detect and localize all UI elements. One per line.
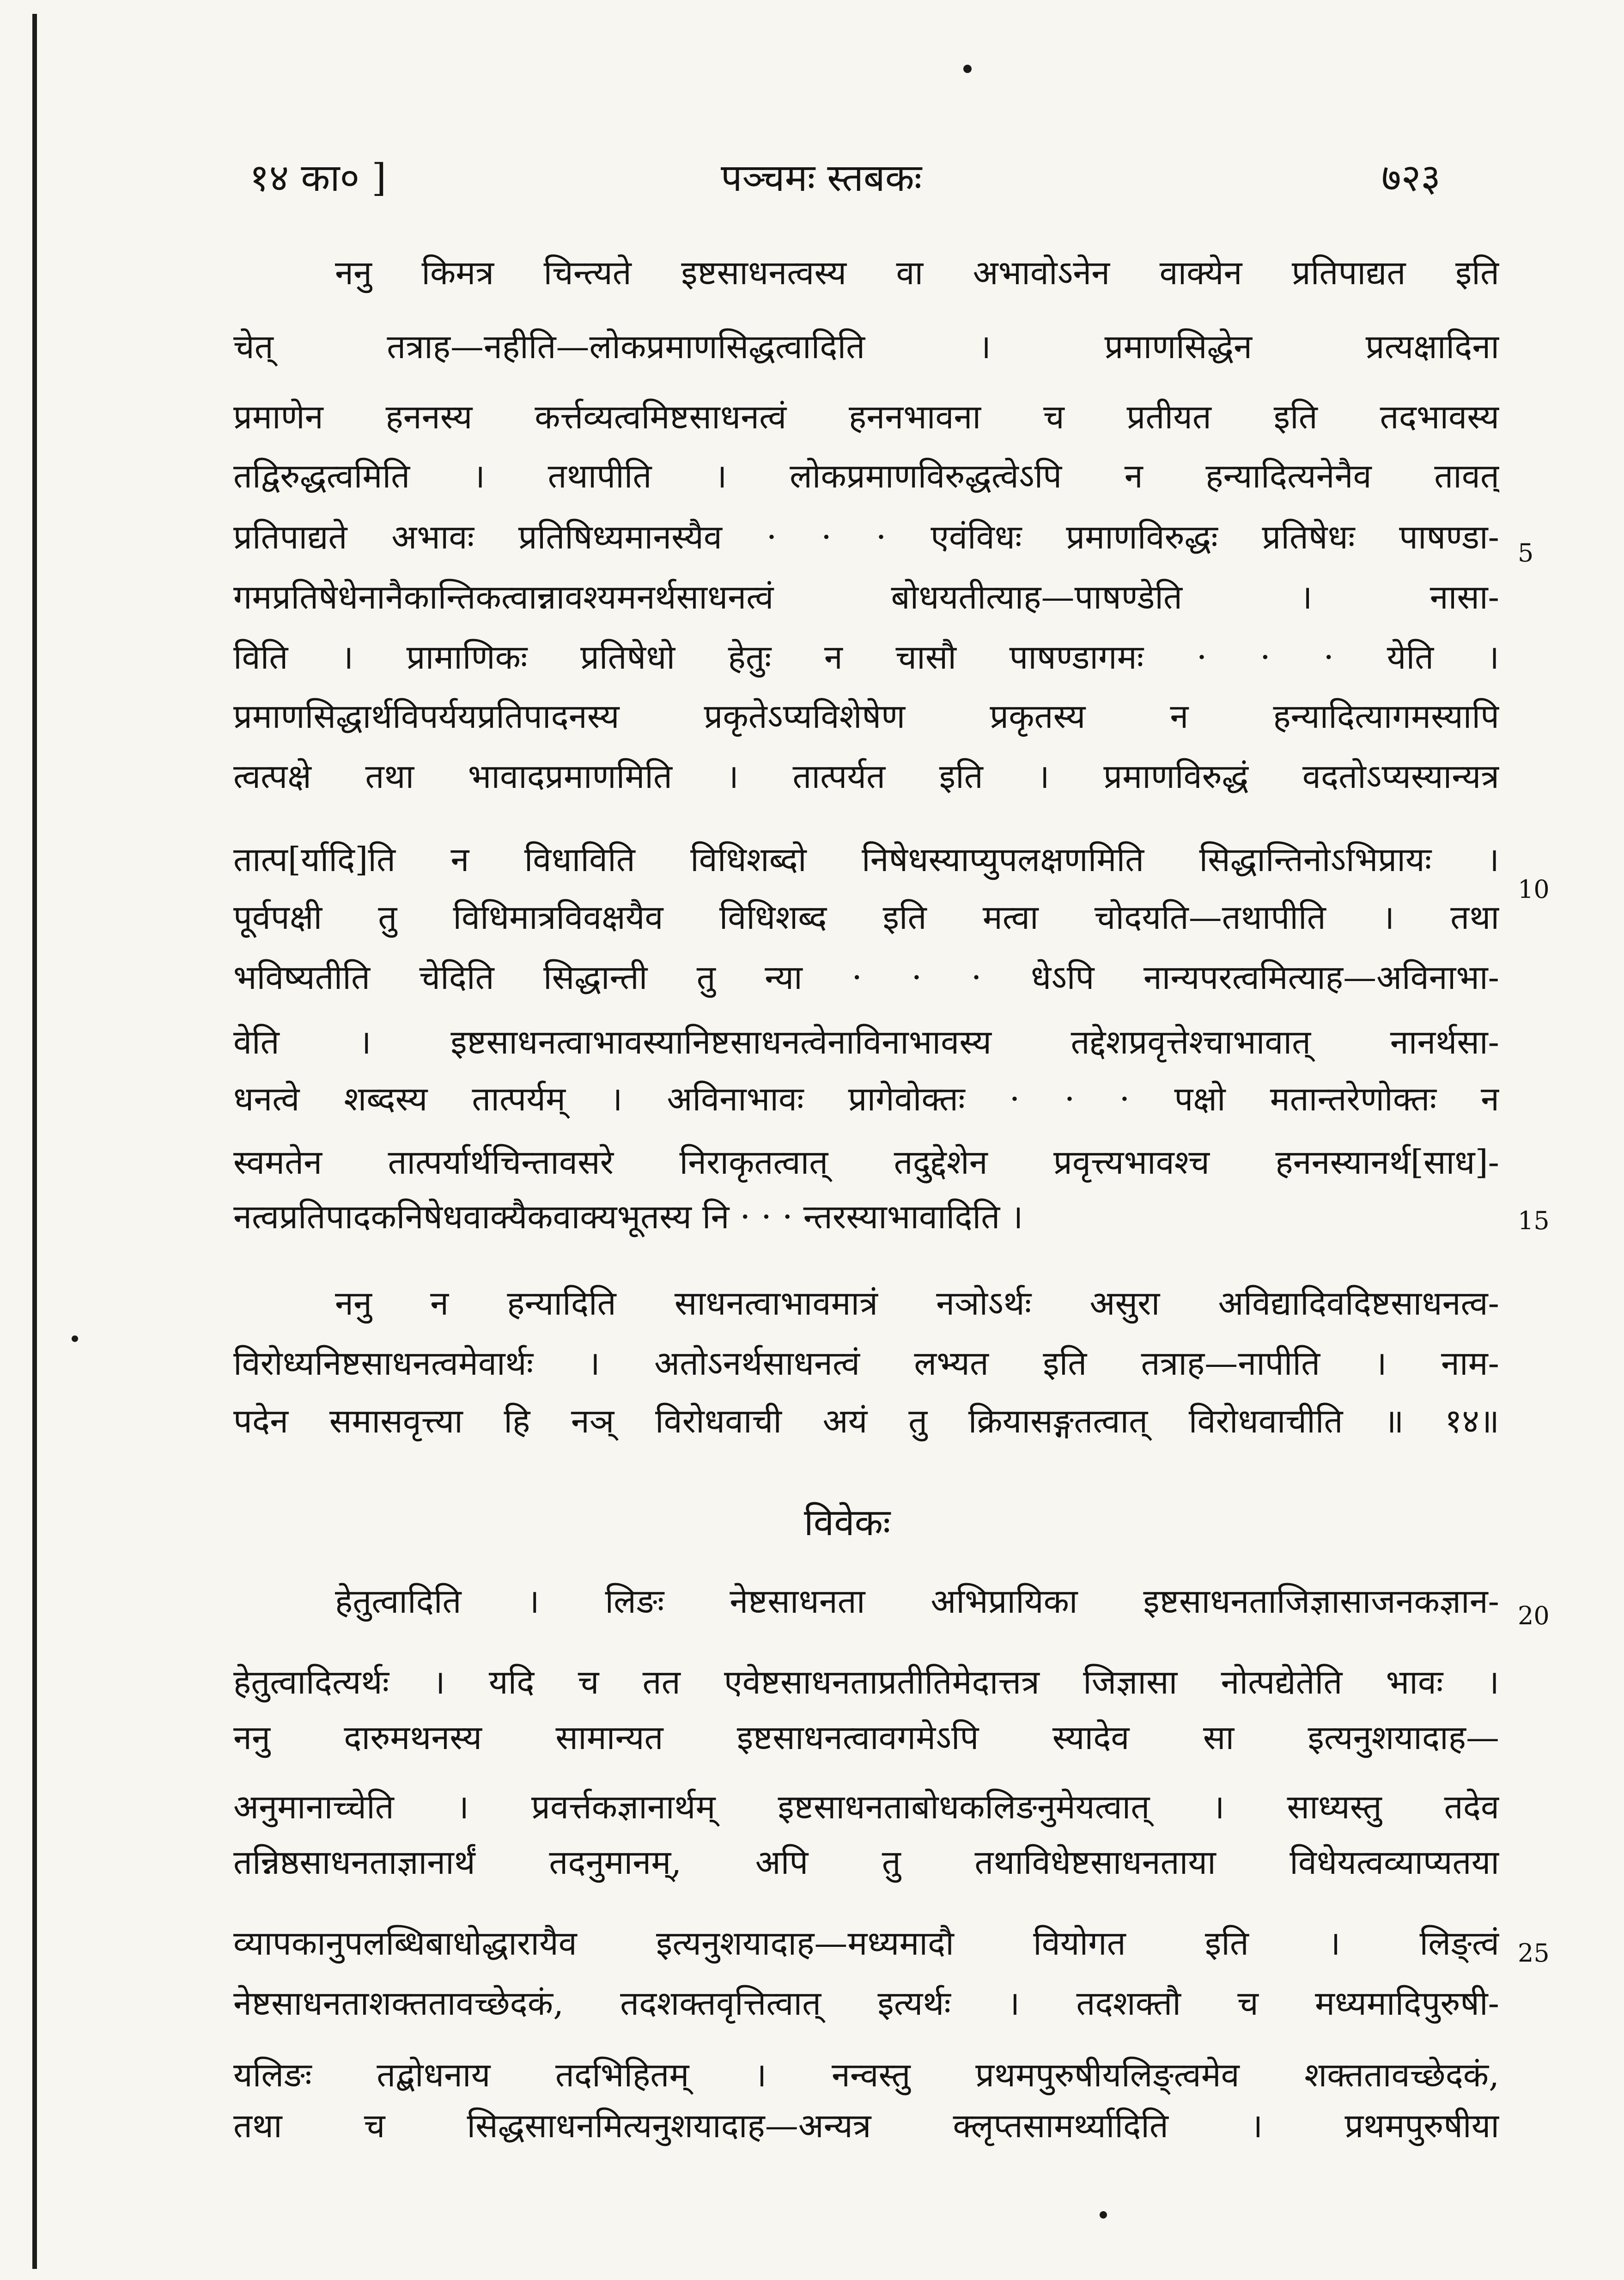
line-number: 25: [1518, 1939, 1550, 1968]
line-number: 10: [1518, 875, 1550, 904]
commentary-line: नत्वप्रतिपादकनिषेधवाक्यैकवाक्यभूतस्य नि · · · न्तरस्याभावादिति ।: [233, 1197, 1023, 1236]
header-chapter-ref: १४ का० ]: [249, 156, 387, 200]
commentary-line: भविष्यतीति चेदिति सिद्धान्ती तु न्या · · · धेऽपि नान्यपरत्वमित्याह—अविनाभा-: [233, 958, 1499, 997]
commentary-line: पदेन समासवृत्त्या हि नञ् विरोधवाची अयं तु क्रियासङ्गतत्वात् विरोधवाचीति ॥ १४॥: [233, 1402, 1499, 1440]
commentary-line: वेति । इष्टसाधनत्वाभावस्यानिष्टसाधनत्वेनाविनाभावस्य तद्देशप्रवृत्तेश्चाभावात् नानर्थसा-: [233, 1023, 1499, 1061]
commentary-line: प्रमाणेन हननस्य कर्त्तव्यत्वमिष्टसाधनत्वं हननभावना च प्रतीयत इति तदभावस्य: [233, 397, 1499, 436]
commentary-line: ननु न हन्यादिति साधनत्वाभावमात्रं नञोऽर्थः असुरा अविद्यादिवदिष्टसाधनत्व-: [335, 1284, 1499, 1323]
commentary-line: तद्विरुद्धत्वमिति । तथापीति । लोकप्रमाणविरुद्धत्वेऽपि न हन्यादित्यनेनैव तावत्: [233, 457, 1499, 495]
commentary-line: पूर्वपक्षी तु विधिमात्रविवक्षयैव विधिशब्द इति मत्वा चोदयति—तथापीति । तथा: [233, 898, 1499, 937]
line-number: 15: [1518, 1206, 1550, 1235]
page-binding-edge: [32, 14, 37, 2269]
viveka-line: हेतुत्वादित्यर्थः । यदि च तत एवेष्टसाधनताप्रतीतिमेदात्तत्र जिज्ञासा नोत्पद्येतेति भावः ।: [233, 1663, 1499, 1701]
commentary-line: विरोध्यनिष्टसाधनत्वमेवार्थः । अतोऽनर्थसाधनत्वं लभ्यत इति तत्राह—नापीति । नाम-: [233, 1344, 1499, 1383]
commentary-line: ननु किमत्र चिन्त्यते इष्टसाधनत्वस्य वा अभावोऽनेन वाक्येन प्रतिपाद्यत इति: [335, 253, 1499, 292]
viveka-line: यलिङः तद्बोधनाय तदभिहितम् । नन्वस्तु प्रथमपुरुषीयलिङ्त्वमेव शक्ततावच्छेदकं,: [233, 2055, 1499, 2094]
commentary-line: प्रतिपाद्यते अभावः प्रतिषिध्यमानस्यैव · · · एवंविधः प्रमाणविरुद्धः प्रतिषेधः पाषण्डा-: [233, 518, 1499, 556]
commentary-line: चेत् तत्राह—नहीति—लोकप्रमाणसिद्धत्वादिति । प्रमाणसिद्धेन प्रत्यक्षादिना: [233, 327, 1499, 366]
viveka-line: तथा च सिद्धसाधनमित्यनुशयादाह—अन्यत्र क्लृप्तसामर्थ्यादिति । प्रथमपुरुषीया: [233, 2106, 1499, 2145]
commentary-line: प्रमाणसिद्धार्थविपर्ययप्रतिपादनस्य प्रकृतेऽप्यविशेषेण प्रकृतस्य न हन्यादित्यागमस्यापि: [233, 697, 1499, 736]
viveka-line: हेतुत्वादिति । लिङः नेष्टसाधनता अभिप्रायिका इष्टसाधनताजिज्ञासाजनकज्ञान-: [335, 1582, 1499, 1621]
ink-speck: [1100, 2211, 1107, 2219]
viveka-line: ननु दारुमथनस्य सामान्यत इष्टसाधनत्वावगमेऽपि स्यादेव सा इत्यनुशयादाह—: [233, 1718, 1499, 1757]
viveka-line: व्यापकानुपलब्धिबाधोद्धारायैव इत्यनुशयादाह—मध्यमादौ वियोगत इति । लिङ्त्वं: [233, 1924, 1499, 1963]
line-number: 5: [1518, 538, 1534, 567]
commentary-line: गमप्रतिषेधेनानैकान्तिकत्वान्नावश्यमनर्थसाधनत्वं बोधयतीत्याह—पाषण्डेति । नासा-: [233, 578, 1499, 616]
commentary-line: स्वमतेन तात्पर्यार्थचिन्तावसरे निराकृतत्वात् तदुद्देशेन प्रवृत्त्यभावश्च हननस्यानर्थ[साध]-: [233, 1143, 1499, 1182]
commentary-line: तात्प[र्यादि]ति न विधाविति विधिशब्दो निषेधस्याप्युपलक्षणमिति सिद्धान्तिनोऽभिप्रायः ।: [233, 840, 1499, 879]
viveka-line: तन्निष्ठसाधनताज्ञानार्थं तदनुमानम्, अपि तु तथाविधेष्टसाधनताया विधेयत्वव्याप्यतया: [233, 1843, 1499, 1882]
line-number: 20: [1518, 1601, 1550, 1630]
ink-speck: [963, 65, 972, 73]
ink-speck: [72, 1335, 78, 1342]
page-number: ७२३: [1381, 156, 1441, 200]
commentary-line: त्वत्पक्षे तथा भावादप्रमाणमिति । तात्पर्यत इति । प्रमाणविरुद्धं वदतोऽप्यस्यान्यत्र: [233, 757, 1499, 796]
commentary-line: विति । प्रामाणिकः प्रतिषेधो हेतुः न चासौ पाषण्डागमः · · · येति ।: [233, 638, 1499, 677]
commentary-line: धनत्वे शब्दस्य तात्पर्यम् । अविनाभावः प्रागेवोक्तः · · · पक्षो मतान्तरेणोक्तः न: [233, 1079, 1499, 1118]
viveka-line: अनुमानाच्चेति । प्रवर्त्तकज्ञानार्थम् इष्टसाधनताबोधकलिङनुमेयत्वात् । साध्यस्तु तदेव: [233, 1787, 1499, 1826]
viveka-line: नेष्टसाधनताशक्ततावच्छेदकं, तदशक्तवृत्तित्वात् इत्यर्थः । तदशक्तौ च मध्यमादिपुरुषी-: [233, 1984, 1499, 2023]
section-title: विवेकः: [804, 1501, 891, 1544]
header-running-title: पञ्चमः स्तबकः: [721, 156, 922, 200]
